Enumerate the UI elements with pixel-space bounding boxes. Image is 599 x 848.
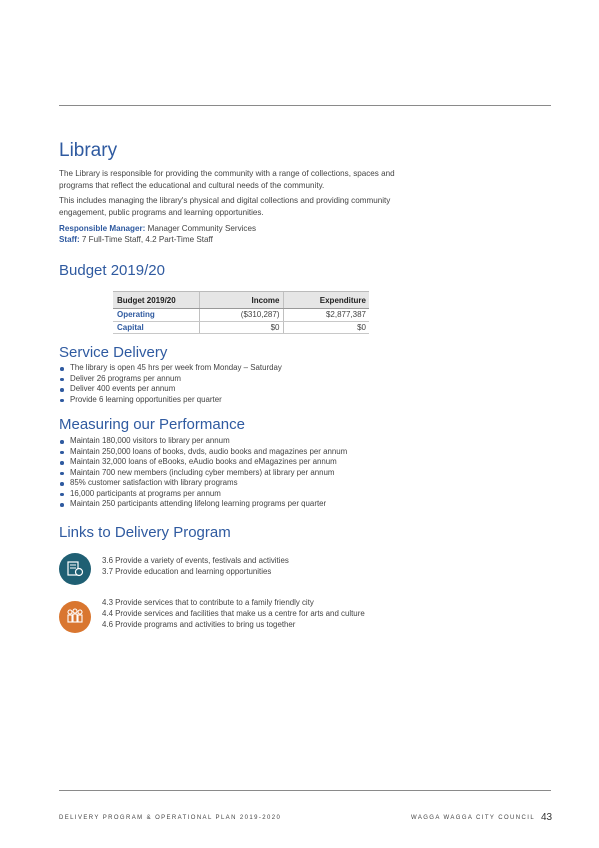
budget-col-1: Budget 2019/20 bbox=[113, 292, 199, 309]
responsible-manager-value: Manager Community Services bbox=[145, 224, 257, 233]
staff bbox=[59, 235, 213, 244]
responsible-manager-label: Responsible Manager: bbox=[59, 224, 146, 233]
footer-council-name: WAGGA WAGGA CITY COUNCIL bbox=[411, 815, 536, 821]
table-row bbox=[113, 309, 369, 322]
row-income: $0 bbox=[199, 321, 283, 334]
link-item: 4.3 Provide services that to contribute to a family friendly city bbox=[102, 598, 314, 607]
row-expenditure: $2,877,387 bbox=[283, 309, 369, 322]
responsible-manager bbox=[59, 224, 256, 233]
row-label: Capital bbox=[113, 321, 199, 334]
budget-col-income: Income bbox=[199, 292, 283, 309]
list-item: The library is open 45 hrs per week from Monday – Saturday bbox=[59, 363, 282, 374]
link-item: 4.4 Provide services and facilities that make us a centre for arts and culture bbox=[102, 608, 365, 618]
performance-heading: Measuring our Performance bbox=[59, 416, 245, 433]
education-icon bbox=[59, 553, 91, 585]
service-delivery-list bbox=[59, 363, 282, 405]
links-group-1 bbox=[102, 556, 289, 578]
budget-col-expenditure: Expenditure bbox=[283, 292, 369, 309]
row-expenditure: $0 bbox=[283, 321, 369, 334]
service-delivery-heading: Service Delivery bbox=[59, 344, 168, 361]
list-item: 16,000 participants at programs per annum bbox=[59, 489, 347, 500]
intro-paragraph-1: The Library is responsible for providing the community with a range of collections, spaces and programs that reflect the educational and cultural needs of the community. bbox=[59, 169, 395, 190]
links-group-2 bbox=[102, 598, 365, 630]
list-item: Deliver 26 programs per annum bbox=[59, 374, 282, 385]
link-item: 3.6 Provide a variety of events, festivals and activities bbox=[102, 556, 289, 565]
row-income: ($310,287) bbox=[199, 309, 283, 322]
list-item: 85% customer satisfaction with library programs bbox=[59, 478, 347, 489]
row-label: Operating bbox=[113, 309, 199, 322]
footer-document-title: DELIVERY PROGRAM & OPERATIONAL PLAN 2019-2020 bbox=[59, 815, 282, 821]
page-number: 43 bbox=[541, 812, 553, 823]
link-item: 4.6 Provide programs and activities to bring us together bbox=[102, 619, 296, 629]
link-item: 3.7 Provide education and learning opportunities bbox=[102, 566, 272, 576]
community-icon bbox=[59, 601, 91, 633]
list-item: Provide 6 learning opportunities per quarter bbox=[59, 395, 282, 406]
page-title: Library bbox=[59, 140, 118, 161]
list-item: Maintain 700 new members (including cyber members) at library per annum bbox=[59, 468, 347, 479]
staff-label: Staff: bbox=[59, 235, 80, 244]
performance-list bbox=[59, 436, 347, 510]
intro-paragraph-2: This includes managing the library's physical and digital collections and providing community engagement, public programs and learning opportunities. bbox=[59, 196, 391, 217]
budget-table bbox=[113, 291, 369, 334]
list-item: Maintain 180,000 visitors to library per annum bbox=[59, 436, 347, 447]
table-row bbox=[113, 321, 369, 334]
list-item: Maintain 250 participants attending lifelong learning programs per quarter bbox=[59, 499, 347, 510]
bottom-rule bbox=[59, 790, 551, 791]
top-rule bbox=[59, 105, 551, 106]
list-item: Deliver 400 events per annum bbox=[59, 384, 282, 395]
budget-heading: Budget 2019/20 bbox=[59, 262, 165, 279]
staff-value: 7 Full-Time Staff, 4.2 Part-Time Staff bbox=[79, 235, 213, 244]
links-heading: Links to Delivery Program bbox=[59, 524, 231, 541]
list-item: Maintain 32,000 loans of eBooks, eAudio books and eMagazines per annum bbox=[59, 457, 347, 468]
list-item: Maintain 250,000 loans of books, dvds, audio books and magazines per annum bbox=[59, 447, 347, 458]
budget-header-row bbox=[113, 292, 369, 309]
